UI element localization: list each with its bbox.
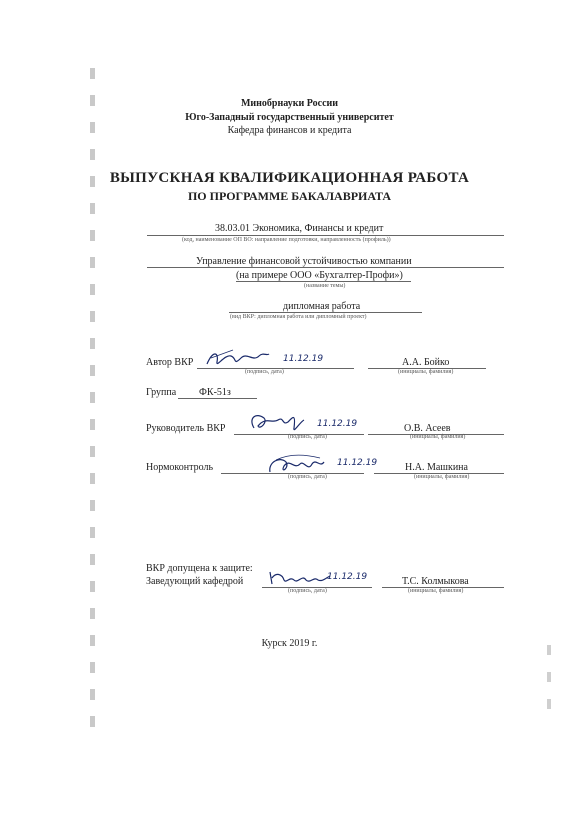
head-of-department-signature bbox=[266, 566, 332, 588]
supervisor-sign-date: 11.12.19 bbox=[317, 419, 358, 429]
group-label: Группа bbox=[146, 387, 177, 398]
normcontrol-sign-caption: (подпись, дата) bbox=[288, 474, 327, 480]
work-type-line bbox=[229, 312, 422, 313]
normcontrol-name-caption: (инициалы, фамилия) bbox=[414, 474, 470, 480]
normcontrol-sign-date: 11.12.19 bbox=[337, 458, 378, 468]
head-of-department-label: Заведующий кафедрой bbox=[146, 576, 244, 587]
normcontrol-label: Нормоконтроль bbox=[146, 462, 214, 473]
supervisor-label: Руководитель ВКР bbox=[146, 423, 226, 434]
admission-sign-date: 11.12.19 bbox=[327, 572, 368, 582]
supervisor-sign-caption: (подпись, дата) bbox=[288, 434, 327, 440]
city-year: Курск 2019 г. bbox=[261, 638, 318, 649]
author-signature bbox=[203, 346, 273, 370]
document-title: ВЫПУСКНАЯ КВАЛИФИКАЦИОННАЯ РАБОТА bbox=[109, 170, 470, 186]
admission-heading: ВКР допущена к защите: bbox=[146, 563, 253, 574]
supervisor-name: О.В. Асеев bbox=[404, 423, 451, 434]
work-type-caption: (вид ВКР: дипломная работа или дипломный проект) bbox=[230, 314, 367, 320]
group-line bbox=[178, 398, 257, 399]
topic-line-1-rule bbox=[147, 267, 504, 268]
supervisor-name-caption: (инициалы, фамилия) bbox=[410, 434, 466, 440]
group-value: ФК-51з bbox=[199, 387, 231, 398]
department: Кафедра финансов и кредита bbox=[227, 125, 352, 136]
normcontrol-name: Н.А. Машкина bbox=[405, 462, 468, 473]
document-subtitle: ПО ПРОГРАММЕ БАКАЛАВРИАТА bbox=[187, 189, 392, 203]
topic-line-2-rule bbox=[236, 281, 411, 282]
supervisor-signature bbox=[246, 408, 306, 436]
program-caption: (код, наименование ОП ВО: направление подготовки, направленность (профиль)) bbox=[182, 237, 391, 243]
ministry: Минобрнауки России bbox=[240, 98, 339, 109]
topic-line-1: Управление финансовой устойчивостью компании bbox=[196, 256, 412, 267]
work-type-value: дипломная работа bbox=[283, 301, 361, 312]
admission-name-caption: (инициалы, фамилия) bbox=[408, 588, 464, 594]
topic-line-2: (на примере ООО «Бухгалтер-Профи») bbox=[236, 270, 403, 281]
author-sign-date: 11.12.19 bbox=[283, 354, 324, 364]
program-value: 38.03.01 Экономика, Финансы и кредит bbox=[215, 223, 384, 234]
author-label: Автор ВКР bbox=[146, 357, 194, 368]
topic-caption: (название темы) bbox=[304, 283, 346, 289]
program-line bbox=[147, 235, 504, 236]
author-name-caption: (инициалы, фамилия) bbox=[398, 369, 454, 375]
university: Юго-Западный государственный университет bbox=[185, 112, 394, 123]
author-name: А.А. Бойко bbox=[402, 357, 450, 368]
head-of-department-name: Т.С. Колмыкова bbox=[402, 576, 469, 587]
admission-sign-caption: (подпись, дата) bbox=[288, 588, 327, 594]
author-sign-caption: (подпись, дата) bbox=[245, 369, 284, 375]
